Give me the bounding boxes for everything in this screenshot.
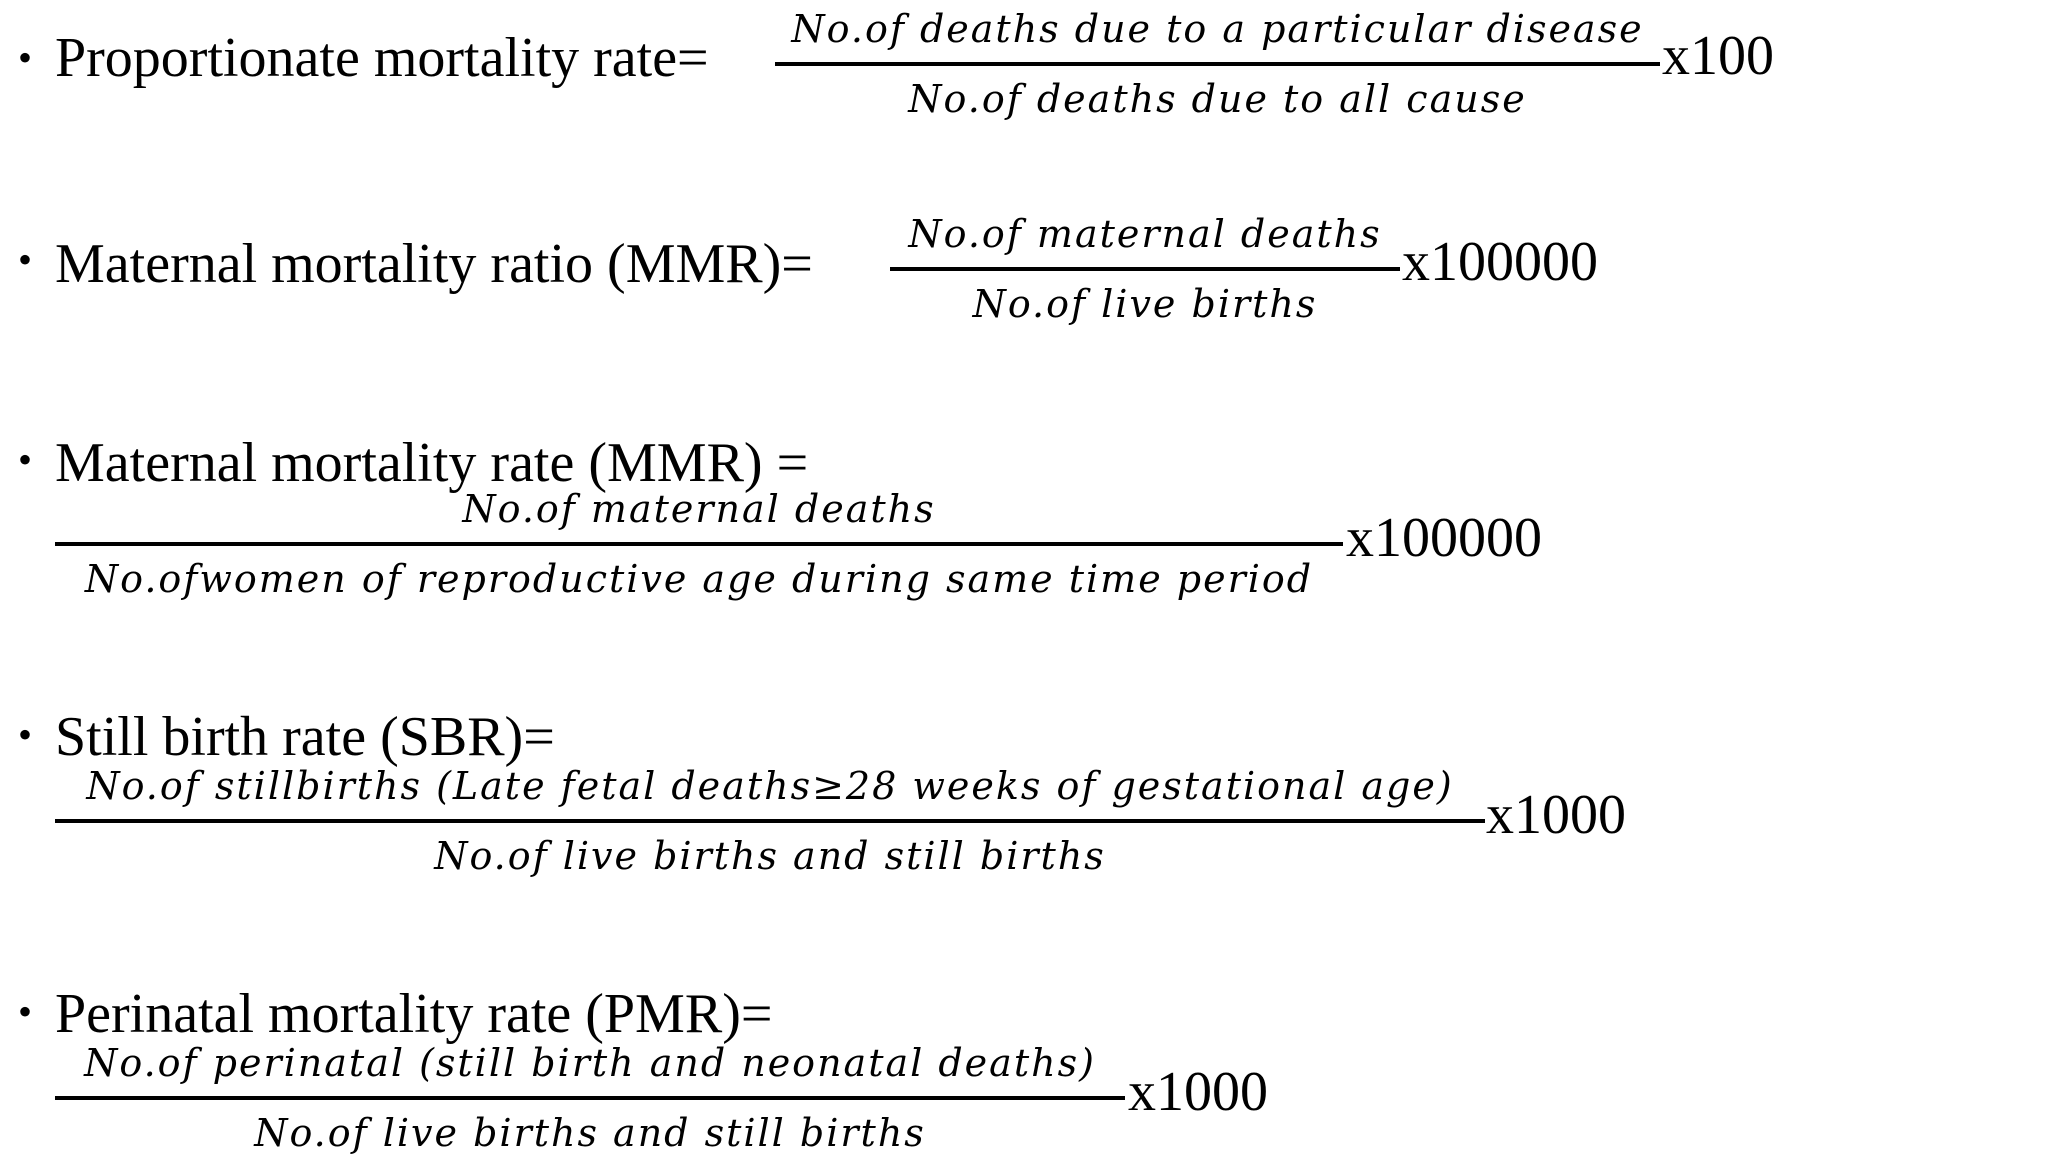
- formula-still-birth-rate: [0, 705, 2048, 895]
- fraction-bar: [55, 819, 1485, 823]
- denominator: No.of live births: [972, 282, 1318, 326]
- formula-label: Proportionate mortality rate=: [55, 27, 709, 89]
- denominator: No.of deaths due to all cause: [908, 77, 1527, 121]
- formula-maternal-mortality-ratio: [0, 210, 2048, 370]
- formula-label: Maternal mortality ratio (MMR)=: [55, 233, 813, 295]
- multiplier: x100: [1662, 25, 1774, 87]
- bullet: •: [18, 989, 33, 1034]
- fraction: [55, 487, 1343, 601]
- bullet: •: [18, 35, 33, 80]
- denominator: No.ofwomen of reproductive age during same time period: [84, 557, 1314, 601]
- fraction-bar: [55, 542, 1343, 546]
- formula-maternal-mortality-rate: [0, 430, 2048, 620]
- fraction-bar: [890, 267, 1400, 271]
- fraction-bar: [55, 1096, 1125, 1100]
- bullet: •: [18, 712, 33, 757]
- fraction: [55, 1041, 1125, 1155]
- denominator: No.of live births and still births: [254, 1111, 926, 1155]
- fraction-bar: [775, 62, 1660, 66]
- numerator: No.of maternal deaths: [462, 487, 936, 531]
- formula-label: Maternal mortality rate (MMR) =: [55, 432, 809, 494]
- formula-label: Perinatal mortality rate (PMR)=: [55, 983, 773, 1045]
- numerator: No.of perinatal (still birth and neonatal deaths): [84, 1041, 1096, 1085]
- multiplier: x100000: [1346, 507, 1542, 569]
- denominator: No.of live births and still births: [434, 834, 1106, 878]
- fraction: [55, 764, 1485, 878]
- bullet: •: [18, 437, 33, 482]
- numerator: No.of maternal deaths: [908, 212, 1382, 256]
- multiplier: x100000: [1402, 231, 1598, 293]
- formula-proportionate-mortality-rate: [0, 0, 2048, 160]
- numerator: No.of deaths due to a particular disease: [791, 7, 1644, 51]
- numerator: No.of stillbirths (Late fetal deaths≥28 weeks of gestational age): [86, 764, 1454, 808]
- fraction: [775, 7, 1660, 121]
- multiplier: x1000: [1486, 784, 1626, 846]
- bullet: •: [18, 237, 33, 282]
- formula-perinatal-mortality-rate: [0, 982, 2048, 1155]
- fraction: [890, 212, 1400, 326]
- multiplier: x1000: [1128, 1061, 1268, 1123]
- formula-label: Still birth rate (SBR)=: [55, 706, 555, 768]
